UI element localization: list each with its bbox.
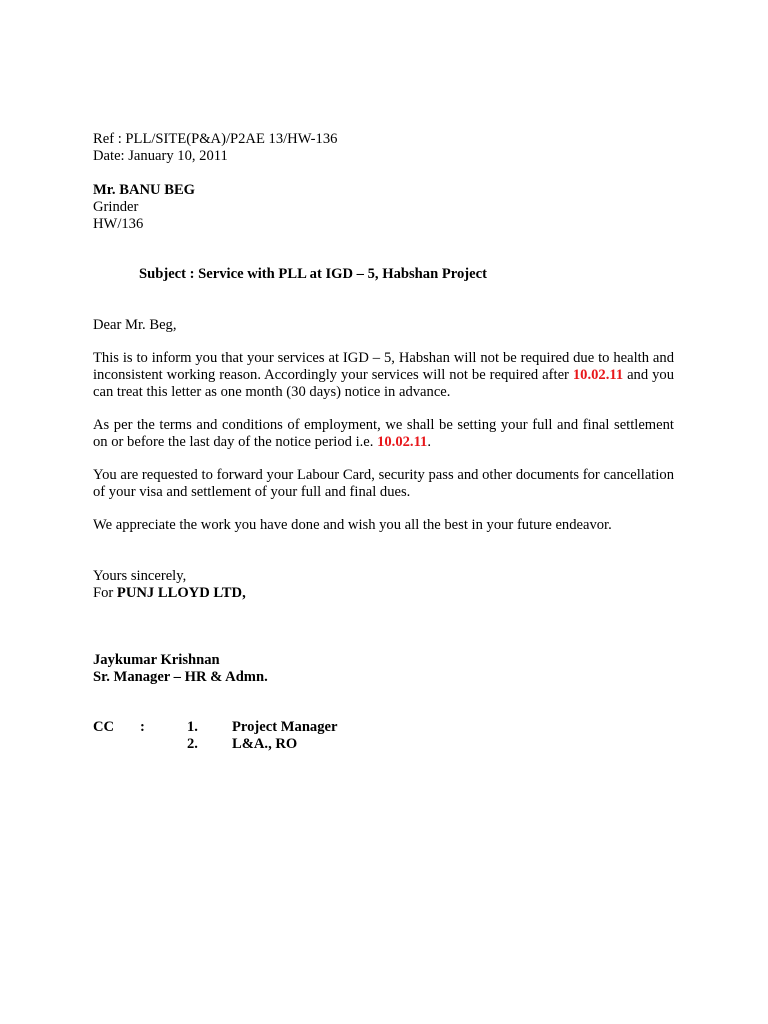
paragraph-4 [93,517,674,534]
paragraph-4-text: We appreciate the work you have done and wish you all the best in your future endeavor. [93,517,612,533]
recipient-name: Mr. BANU BEG [93,182,196,198]
settlement-date-highlight: 10.02.11 [377,434,428,450]
salutation-text: Dear Mr. Beg, [93,317,177,333]
salutation [93,317,674,334]
signatory-block [93,652,674,686]
paragraph-2-text-start: As per the terms and conditions of employment, we shall be setting your full and final settlement on or before the last day of the notice period i.e. [93,417,674,450]
paragraph-1-text-start: This is to inform you that your services at IGD – 5, Habshan will not be required due to health and inconsistent working reason. Accordingly your services will not be required after [93,350,674,383]
closing-block [93,568,674,602]
subject-text: Subject : Service with PLL at IGD – 5, Habshan Project [139,266,487,282]
paragraph-3 [93,467,674,501]
letter-header [93,131,674,165]
recipient-block [93,182,674,233]
cc-colon: : [140,719,145,735]
closing-for-line [93,585,674,602]
paragraph-3-text: You are requested to forward your Labour Card, security pass and other documents for cancellation of your visa and settlement of your full and final dues. [93,467,674,500]
cc-item-1-number: 1. [187,719,198,735]
cc-item-2-text: L&A., RO [232,736,298,752]
signatory-title: Sr. Manager – HR & Admn. [93,669,268,685]
signatory-name: Jaykumar Krishnan [93,652,220,668]
paragraph-1-text-end: and you can treat this letter as one month (30 days) notice in advance. [93,367,674,400]
cc-item-2-number: 2. [187,736,198,752]
termination-date-highlight: 10.02.11 [572,367,624,383]
letter-date: Date: January 10, 2011 [93,148,228,164]
closing-yours: Yours sincerely, [93,568,187,584]
cc-item-1-text: Project Manager [232,719,338,735]
paragraph-2 [93,417,674,451]
reference-number: Ref : PLL/SITE(P&A)/P2AE 13/HW-136 [93,131,338,147]
recipient-id: HW/136 [93,216,144,232]
company-name: PUNJ LLOYD LTD, [116,585,246,601]
paragraph-1 [93,350,674,401]
subject-line [139,266,699,283]
closing-for-prefix: For [93,585,117,601]
recipient-designation: Grinder [93,199,139,215]
paragraph-2-text-end: . [427,434,432,450]
cc-label: CC [93,719,115,735]
